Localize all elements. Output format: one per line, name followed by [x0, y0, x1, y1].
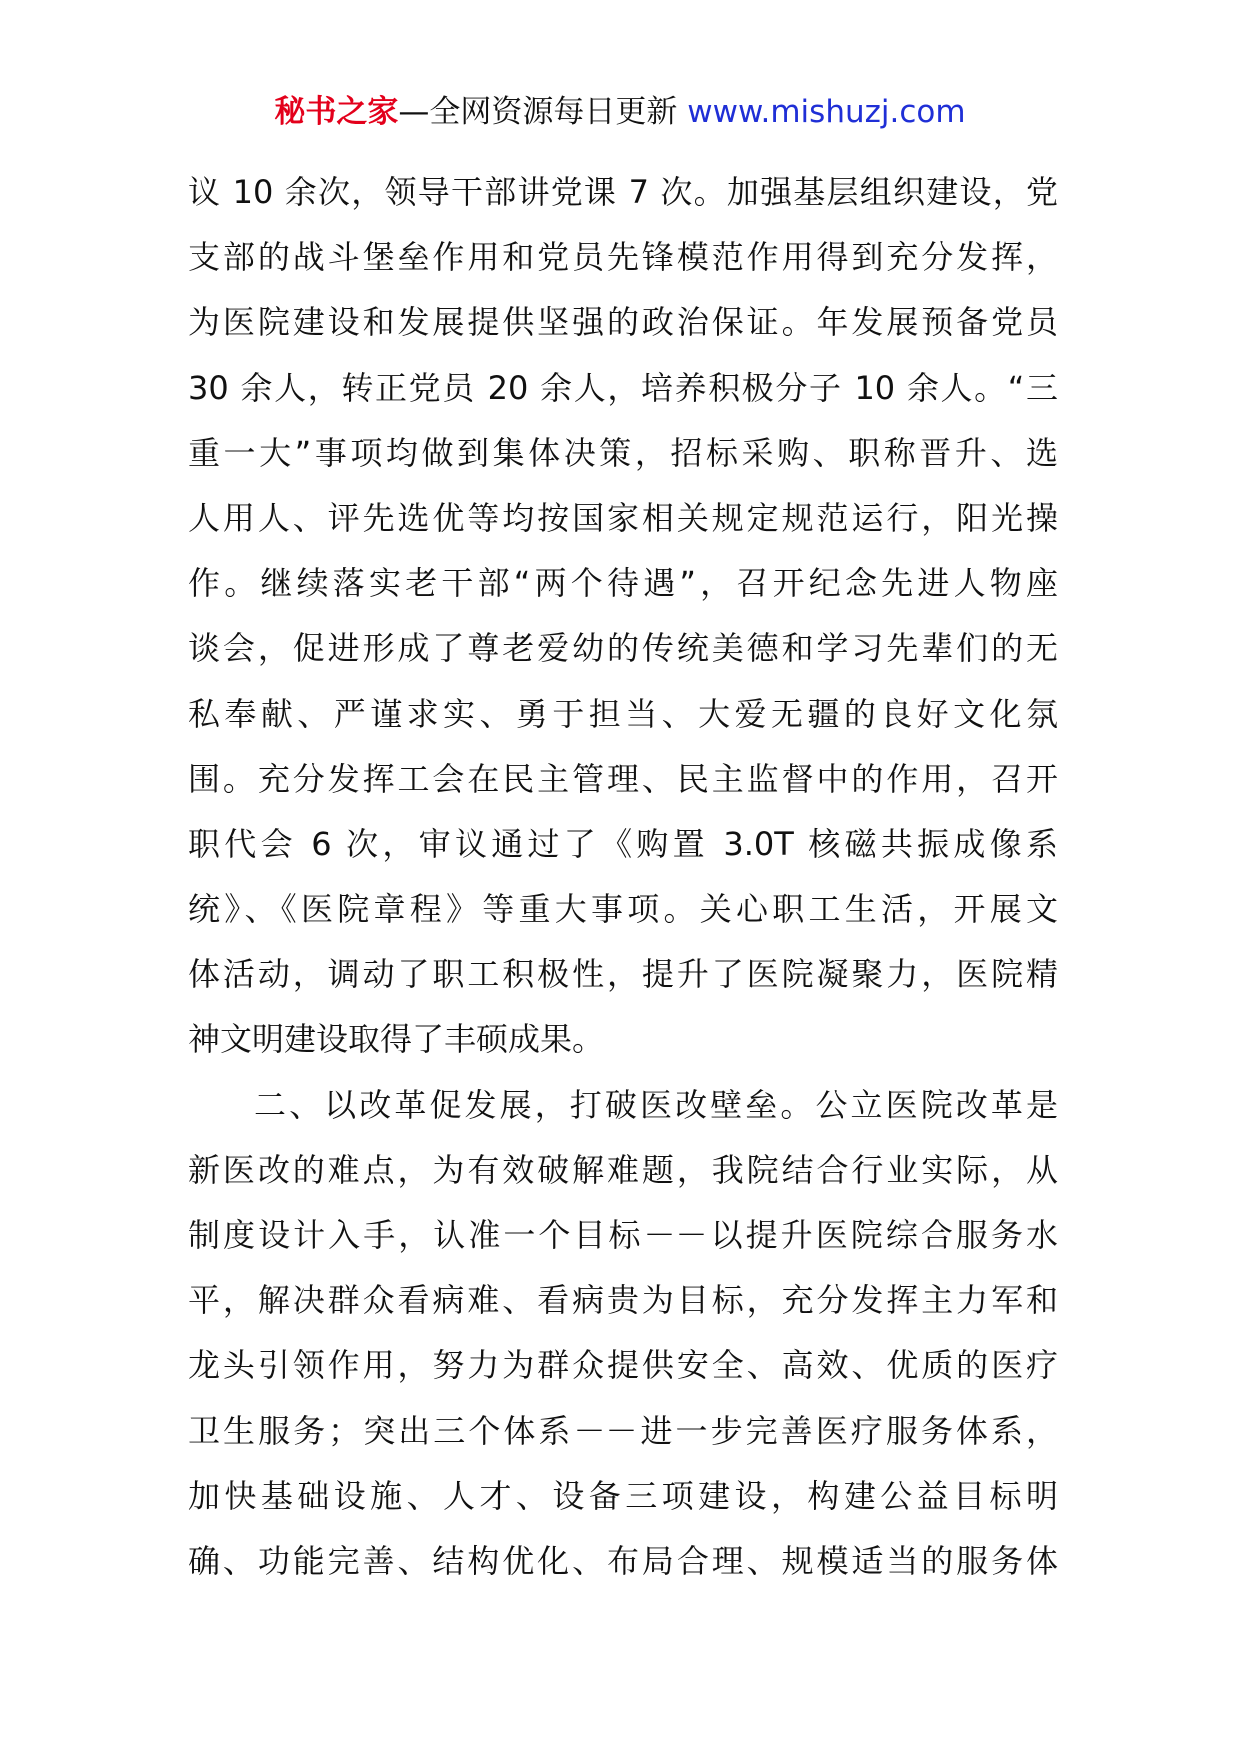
site-url[interactable]: www.mishuzj.com: [687, 94, 966, 130]
text-line: 卫生服务；突出三个体系－－进一步完善医疗服务体系，: [188, 1411, 1058, 1450]
text-line: 人用人、评先选优等均按国家相关规定规范运行，阳光操: [188, 498, 1058, 537]
text-line: 神文明建设取得了丰硕成果。: [188, 1020, 605, 1059]
text-line: 体活动，调动了职工积极性，提升了医院凝聚力，医院精: [188, 955, 1058, 994]
text-line: 作。继续落实老干部“两个待遇”，召开纪念先进人物座: [188, 564, 1058, 603]
text-line: 私奉献、严谨求实、勇于担当、大爱无疆的良好文化氛: [188, 694, 1058, 733]
site-brand: 秘书之家: [274, 94, 399, 130]
text-line: 确、功能完善、结构优化、布局合理、规模适当的服务体: [188, 1541, 1058, 1580]
text-line: 龙头引领作用，努力为群众提供安全、高效、优质的医疗: [188, 1346, 1058, 1385]
paragraph-2: [188, 1073, 1058, 1595]
text-line: 支部的战斗堡垒作用和党员先锋模范作用得到充分发挥，: [188, 238, 1058, 277]
document-body: [188, 160, 1058, 1594]
text-line: 制度设计入手，认准一个目标－－以提升医院综合服务水: [188, 1216, 1058, 1254]
text-line: 平，解决群众看病难、看病贵为目标，充分发挥主力军和: [188, 1281, 1058, 1320]
text-line: 围。充分发挥工会在民主管理、民主监督中的作用，召开: [188, 759, 1058, 798]
text-line: 30 余人，转正党员 20 余人，培养积极分子 10 余人。“三: [188, 368, 1058, 407]
text-line: 谈会，促进形成了尊老爱幼的传统美德和学习先辈们的无: [188, 629, 1058, 668]
text-line: 职代会 6 次，审议通过了《购置 3.0T 核磁共振成像系: [188, 824, 1058, 863]
text-line: 新医改的难点，为有效破解难题，我院结合行业实际，从: [188, 1150, 1058, 1189]
paragraph-1: [188, 160, 1058, 1073]
text-span: 公立医院改革是: [815, 1085, 1058, 1124]
text-line: 议 10 余次，领导干部讲党课 7 次。加强基层组织建设，党: [188, 173, 1058, 211]
site-slogan: —全网资源每日更新: [398, 94, 688, 130]
section-heading: 二、以改革促发展，打破医改壁垒。: [254, 1085, 816, 1124]
text-line: 统》、《医院章程》等重大事项。关心职工生活，开展文: [188, 890, 1058, 929]
site-header: [0, 92, 1240, 132]
text-line: 为医院建设和发展提供坚强的政治保证。年发展预备党员: [188, 303, 1058, 342]
text-line: 重一大”事项均做到集体决策，招标采购、职称晋升、选: [188, 433, 1058, 472]
text-line: [188, 1073, 1058, 1138]
text-line: 加快基础设施、人才、设备三项建设，构建公益目标明: [188, 1476, 1058, 1515]
